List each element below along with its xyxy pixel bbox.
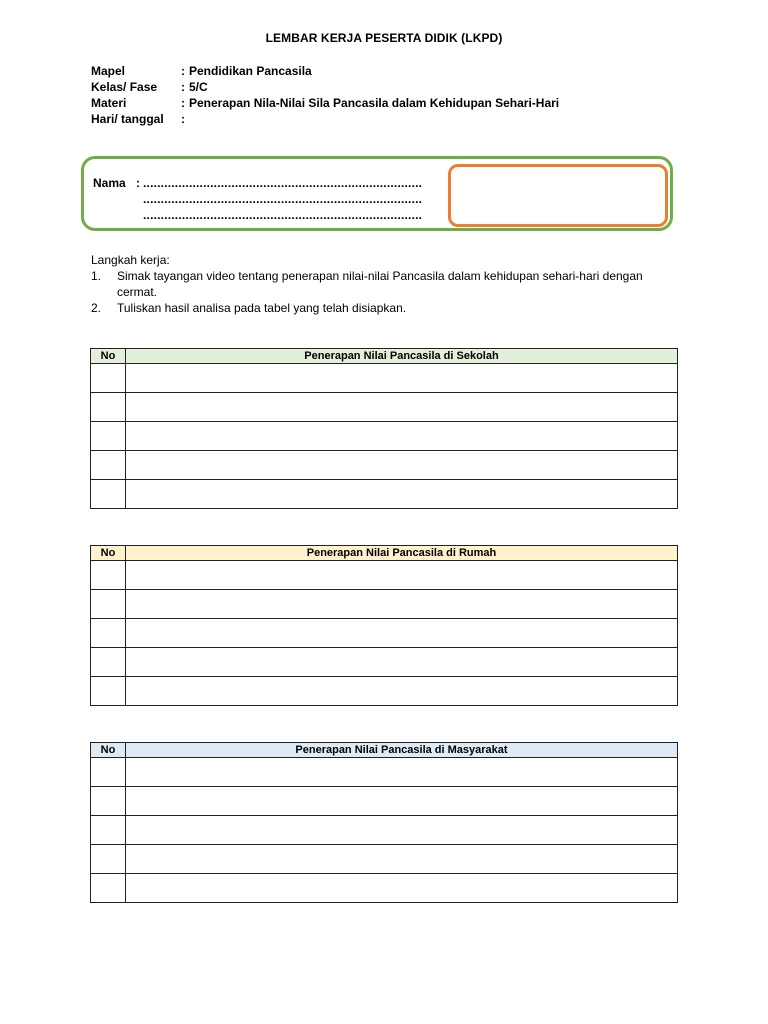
- cell-answer[interactable]: [126, 816, 678, 845]
- cell-no[interactable]: [91, 677, 126, 706]
- table-row: [91, 561, 678, 590]
- step-text: Simak tayangan video tentang penerapan nilai-nilai Pancasila dalam kehidupan sehari-hari dengan cermat.: [117, 269, 643, 299]
- photo-box[interactable]: [448, 164, 668, 227]
- cell-answer[interactable]: [126, 561, 678, 590]
- cell-no[interactable]: [91, 422, 126, 451]
- info-value: Pendidikan Pancasila: [189, 64, 312, 78]
- info-row-kelas: [91, 79, 559, 95]
- cell-answer[interactable]: [126, 845, 678, 874]
- info-value: Penerapan Nila-Nilai Sila Pancasila dalam Kehidupan Sehari-Hari: [189, 96, 560, 110]
- name-colon: :: [136, 176, 140, 190]
- name-label: Nama: [93, 176, 126, 190]
- table-row: [91, 874, 678, 903]
- step-item: [91, 268, 681, 300]
- page-title: LEMBAR KERJA PESERTA DIDIK (LKPD): [265, 31, 503, 45]
- cell-answer[interactable]: [126, 648, 678, 677]
- info-label: Kelas/ Fase: [91, 80, 158, 94]
- cell-answer[interactable]: [126, 480, 678, 509]
- info-label: Mapel: [91, 64, 126, 78]
- table-row: [91, 816, 678, 845]
- name-fill-line-3[interactable]: ...............................................................................: [143, 208, 423, 222]
- info-section: [91, 63, 559, 127]
- cell-answer[interactable]: [126, 590, 678, 619]
- cell-no[interactable]: [91, 480, 126, 509]
- name-fill-line-1[interactable]: ...............................................................................: [143, 176, 423, 190]
- cell-no[interactable]: [91, 619, 126, 648]
- table-header-row: [91, 546, 678, 561]
- work-steps: [91, 252, 681, 316]
- table-row: [91, 451, 678, 480]
- table-header-row: [91, 743, 678, 758]
- steps-heading: Langkah kerja:: [91, 253, 170, 267]
- column-header-penerapan: Penerapan Nilai Pancasila di Sekolah: [126, 349, 678, 364]
- table-row: [91, 364, 678, 393]
- column-header-no: No: [91, 546, 126, 561]
- info-row-materi: [91, 95, 559, 111]
- info-value: 5/C: [189, 80, 208, 94]
- info-colon: :: [181, 80, 185, 94]
- cell-no[interactable]: [91, 758, 126, 787]
- cell-answer[interactable]: [126, 619, 678, 648]
- name-fill-line-2[interactable]: ...............................................................................: [143, 192, 423, 206]
- info-colon: :: [181, 64, 185, 78]
- info-colon: :: [181, 96, 185, 110]
- table-row: [91, 648, 678, 677]
- column-header-penerapan: Penerapan Nilai Pancasila di Rumah: [126, 546, 678, 561]
- table-row: [91, 480, 678, 509]
- table-row: [91, 758, 678, 787]
- name-box: [81, 156, 673, 231]
- info-label: Materi: [91, 96, 127, 110]
- column-header-penerapan: Penerapan Nilai Pancasila di Masyarakat: [126, 743, 678, 758]
- cell-no[interactable]: [91, 648, 126, 677]
- step-number: 2.: [91, 301, 102, 315]
- table-rumah: [90, 545, 678, 706]
- table-header-row: [91, 349, 678, 364]
- info-row-hari-tanggal: [91, 111, 559, 127]
- column-header-no: No: [91, 743, 126, 758]
- table-row: [91, 845, 678, 874]
- table-row: [91, 787, 678, 816]
- cell-answer[interactable]: [126, 787, 678, 816]
- info-row-mapel: [91, 63, 559, 79]
- cell-no[interactable]: [91, 364, 126, 393]
- step-text: Tuliskan hasil analisa pada tabel yang telah disiapkan.: [117, 301, 407, 315]
- cell-answer[interactable]: [126, 758, 678, 787]
- cell-answer[interactable]: [126, 364, 678, 393]
- step-number: 1.: [91, 269, 102, 283]
- cell-answer[interactable]: [126, 422, 678, 451]
- cell-answer[interactable]: [126, 393, 678, 422]
- cell-no[interactable]: [91, 561, 126, 590]
- table-row: [91, 677, 678, 706]
- cell-no[interactable]: [91, 393, 126, 422]
- cell-no[interactable]: [91, 787, 126, 816]
- cell-no[interactable]: [91, 451, 126, 480]
- column-header-no: No: [91, 349, 126, 364]
- table-row: [91, 590, 678, 619]
- cell-answer[interactable]: [126, 677, 678, 706]
- cell-no[interactable]: [91, 590, 126, 619]
- table-row: [91, 422, 678, 451]
- table-row: [91, 619, 678, 648]
- cell-no[interactable]: [91, 816, 126, 845]
- cell-no[interactable]: [91, 845, 126, 874]
- step-item: [91, 300, 681, 316]
- table-sekolah: [90, 348, 678, 509]
- table-masyarakat: [90, 742, 678, 903]
- info-colon: :: [181, 112, 185, 126]
- cell-answer[interactable]: [126, 874, 678, 903]
- cell-answer[interactable]: [126, 451, 678, 480]
- cell-no[interactable]: [91, 874, 126, 903]
- table-row: [91, 393, 678, 422]
- info-label: Hari/ tanggal: [91, 112, 164, 126]
